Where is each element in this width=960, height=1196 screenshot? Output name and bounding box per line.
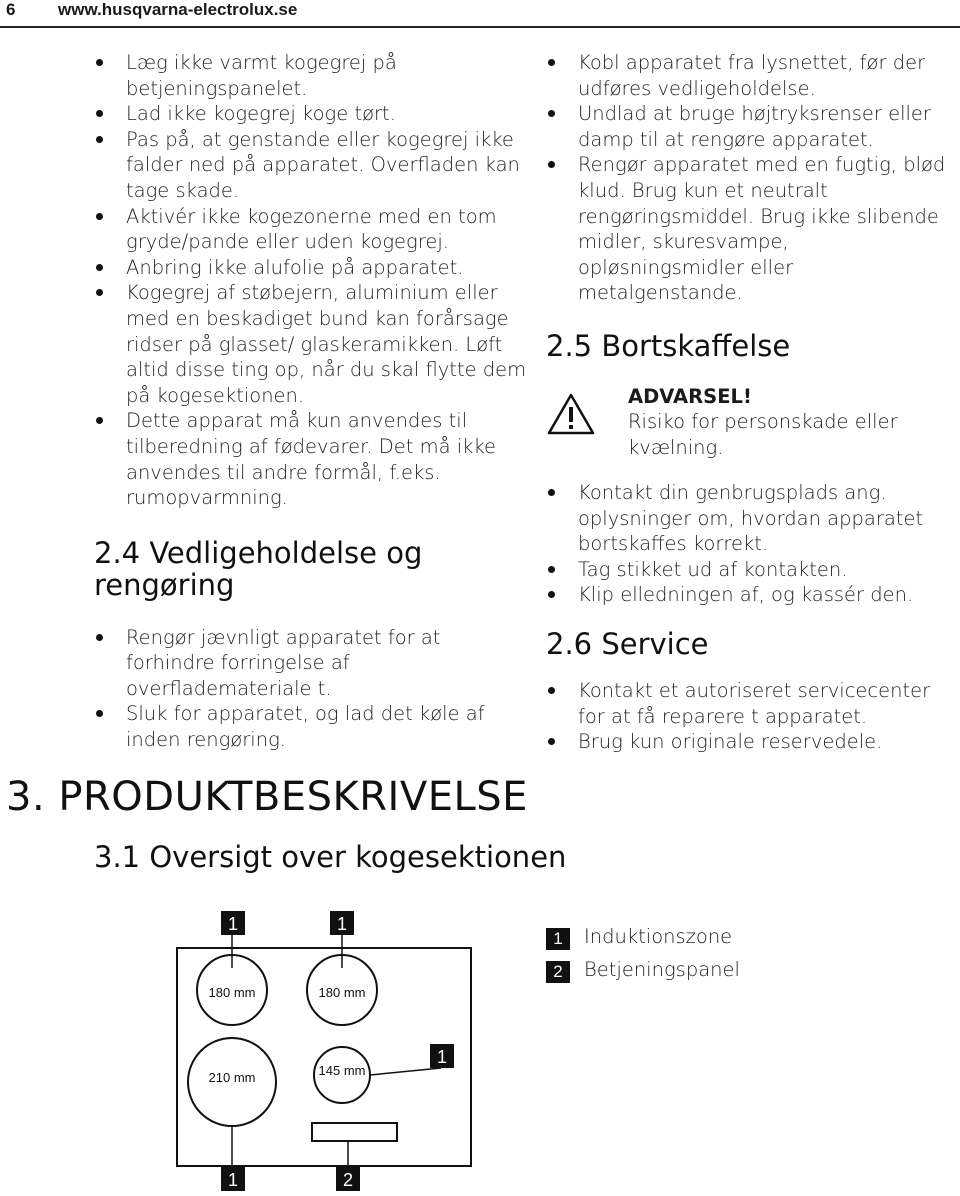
section-2-4-title: 2.4 Vedligeholdelse og rengøring [94, 535, 423, 602]
legend-label: Induktionszone [584, 925, 733, 948]
zone-size-label: 180 mm [208, 985, 256, 1000]
legend-number: 1 [546, 928, 570, 950]
list-item: Anbring ikke alufolie på apparatet. [94, 255, 534, 281]
list-item: Sluk for apparatet, og lad det køle af inden rengøring. [94, 701, 534, 752]
site-url[interactable]: www.husqvarna-electrolux.se [58, 0, 298, 19]
list-item: Kontakt din genbrugsplads ang. oplysninger om, hvordan apparatet bortskaffes korrekt. [546, 480, 960, 557]
list-item: Pas på, at genstande eller kogegrej ikke falder ned på apparatet. Overfladen kan tage skade. [94, 127, 534, 204]
list-item: Aktivér ikke kogezonerne med en tom gryde/pande eller uden kogegrej. [94, 204, 534, 255]
section-2-5-title: 2.5 Bortskaffelse [546, 328, 791, 363]
warning-title: ADVARSEL! [628, 384, 752, 408]
warning-text: Risiko for personskade eller kvælning. [628, 409, 898, 459]
callout-number: 1 [227, 914, 239, 934]
callout-number: 2 [342, 1170, 354, 1190]
section-2-6-title: 2.6 Service [546, 626, 709, 661]
list-item: Rengør jævnligt apparatet for at forhindre forringelse af overflademateriale t. [94, 625, 534, 702]
list-item: Kobl apparatet fra lysnettet, før der udføres vedligeholdelse. [546, 50, 960, 101]
leader-line [370, 1068, 441, 1075]
list-item: Klip elledningen af, og kassér den. [546, 582, 960, 608]
cooktop-outline [177, 948, 471, 1166]
list-item: Kogegrej af støbejern, aluminium eller med en beskadiget bund kan forårsage ridser på glasset/ glaskeramikken. Løft altid disse ting op, når du skal flytte dem på kogesektionen. [94, 280, 534, 408]
list-item: Kontakt et autoriseret servicecenter for at få reparere t apparatet. [546, 678, 960, 729]
section-3-title: 3. PRODUKTBESKRIVELSE [6, 774, 528, 820]
callout-number: 1 [336, 914, 348, 934]
control-panel-shape [312, 1123, 397, 1141]
list-item: Rengør apparatet med en fugtig, blød klud. Brug kun et neutralt rengøringsmiddel. Brug ikke slibende midler, skuresvampe, opløsningsmidler eller metalgenstande. [546, 152, 960, 306]
legend-number: 2 [546, 961, 570, 983]
list-item: Læg ikke varmt kogegrej på betjeningspanelet. [94, 50, 534, 101]
zone-size-label: 210 mm [208, 1070, 256, 1085]
legend-label: Betjeningspanel [584, 958, 740, 981]
zone-size-label: 145 mm [318, 1063, 366, 1078]
callout-number: 1 [227, 1170, 239, 1190]
list-item: Undlad at bruge højtryksrenser eller damp til at rengøre apparatet. [546, 101, 960, 152]
list-item: Lad ikke kogegrej koge tørt. [94, 101, 534, 127]
section-3-1-title: 3.1 Oversigt over kogesektionen [94, 840, 567, 874]
page-number: 6 [6, 0, 16, 19]
callout-number: 1 [436, 1047, 448, 1067]
list-item: Brug kun originale reservedele. [546, 729, 960, 755]
list-item: Dette apparat må kun anvendes til tilberedning af fødevarer. Det må ikke anvendes til andre formål, f.eks. rumopvarmning. [94, 408, 534, 510]
list-item: Tag stikket ud af kontakten. [546, 557, 960, 583]
zone-size-label: 180 mm [318, 985, 366, 1000]
